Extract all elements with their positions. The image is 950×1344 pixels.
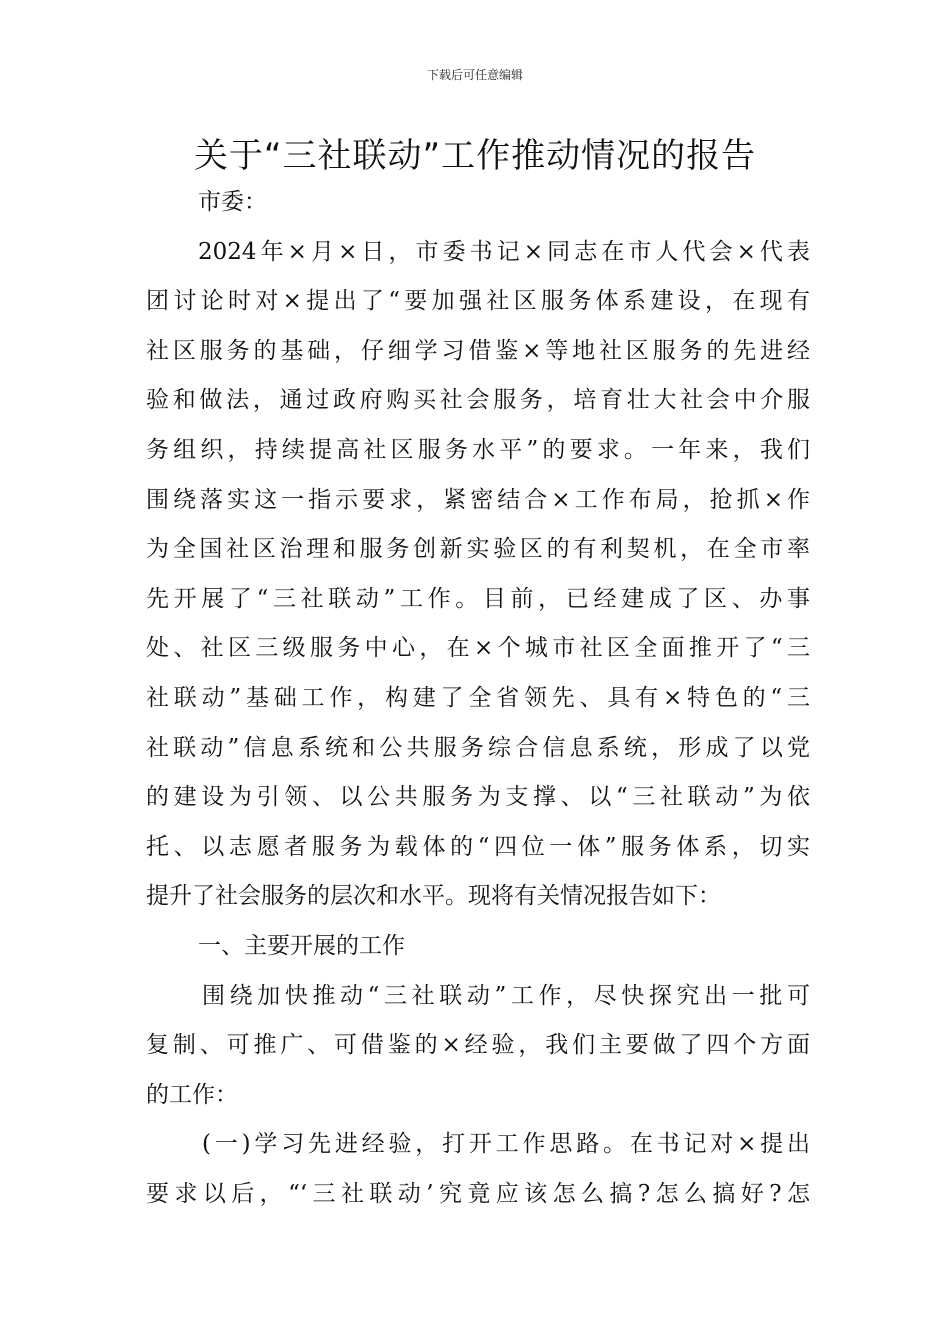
page-header: 下载后可任意编辑: [426, 68, 523, 82]
document-title: 关于“三社联动”工作推动情况的报告: [193, 136, 757, 176]
paragraph-line: 托、以志愿者服务为载体的“四位一体”服务体系，切实: [146, 833, 810, 860]
paragraph-line: 要求以后，“‘三社联动’究竟应该怎么搞?怎么搞好?怎: [146, 1180, 810, 1207]
paragraph-line: 验和做法，通过政府购买社会服务，培育壮大社会中介服: [146, 387, 810, 414]
subsection-line: (一)学习先进经验，打开工作思路。在书记对×提出: [202, 1131, 810, 1158]
paragraph-line: 复制、可推广、可借鉴的×经验，我们主要做了四个方面: [146, 1032, 810, 1059]
paragraph-line: 务组织，持续提高社区服务水平”的要求。一年来，我们: [146, 436, 810, 463]
paragraph-line: 先开展了“三社联动”工作。目前，已经建成了区、办事: [146, 585, 810, 612]
paragraph-line: 提升了社会服务的层次和水平。现将有关情况报告如下：: [146, 883, 721, 910]
paragraph-line: 2024年×月×日，市委书记×同志在市人代会×代表: [198, 238, 810, 265]
document-body: [146, 178, 810, 1219]
paragraph-line: 的建设为引领、以公共服务为支撑、以“三社联动”为依: [146, 784, 810, 811]
section-heading: 一、主要开展的工作: [198, 932, 405, 959]
paragraph-line: 团讨论时对×提出了“要加强社区服务体系建设，在现有: [146, 288, 810, 315]
paragraph-line: 社联动”信息系统和公共服务综合信息系统，形成了以党: [146, 734, 810, 761]
paragraph-line: 社联动”基础工作，构建了全省领先、具有×特色的“三: [146, 684, 810, 711]
paragraph-line: 为全国社区治理和服务创新实验区的有利契机，在全市率: [146, 536, 810, 563]
paragraph-line: 社区服务的基础，仔细学习借鉴×等地社区服务的先进经: [146, 337, 810, 364]
paragraph-line: 的工作：: [146, 1081, 238, 1108]
paragraph-line: 处、社区三级服务中心，在×个城市社区全面推开了“三: [146, 635, 810, 662]
paragraph-line: 围绕落实这一指示要求，紧密结合×工作布局，抢抓×作: [146, 486, 810, 513]
paragraph-line: 围绕加快推动“三社联动”工作，尽快探究出一批可: [202, 982, 810, 1009]
salutation-line: 市委：: [198, 189, 267, 215]
